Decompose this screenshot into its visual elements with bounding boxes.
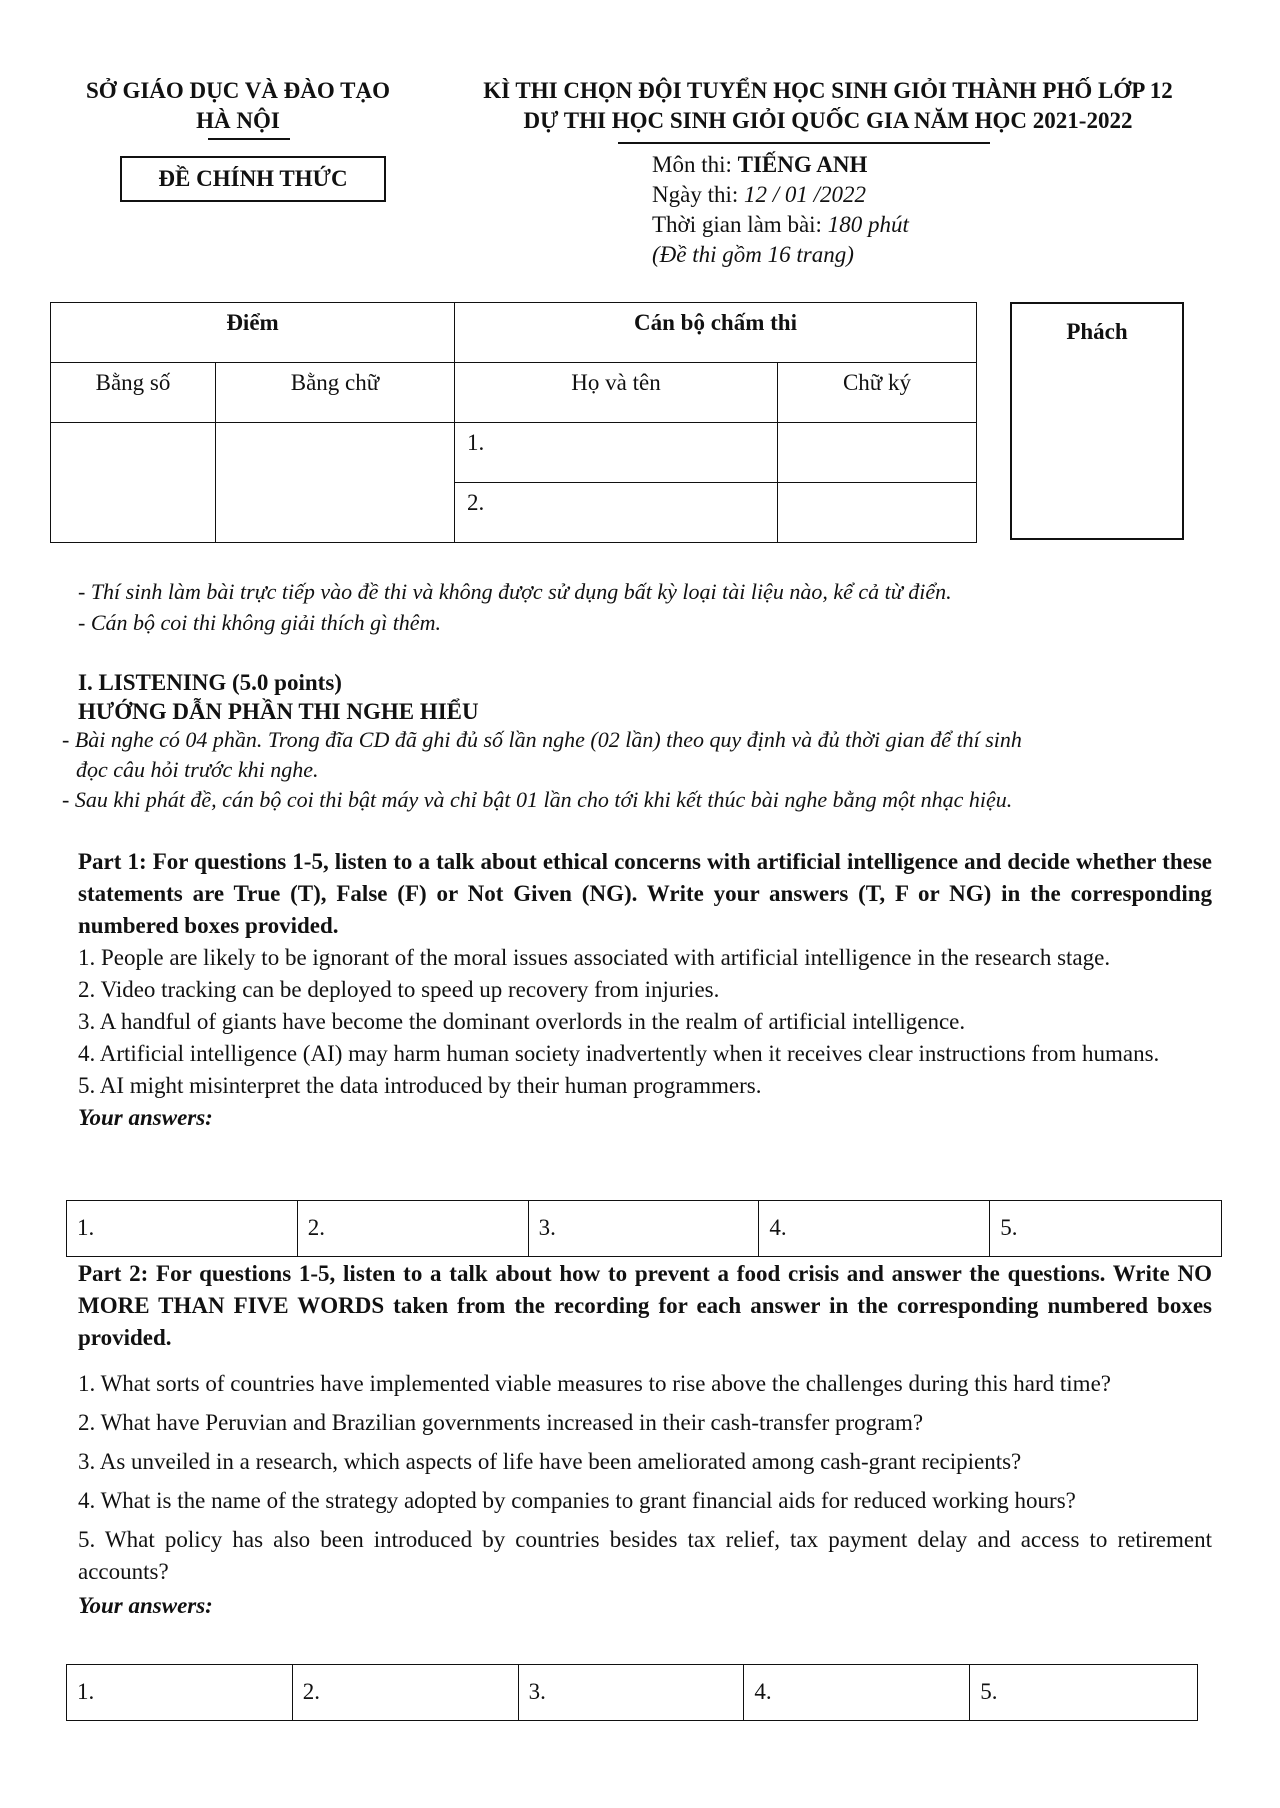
- part1-answer-table: [66, 1200, 1222, 1257]
- date-label: Ngày thi:: [652, 182, 744, 207]
- exam-header: [428, 76, 1228, 136]
- department-underline: [208, 138, 290, 140]
- score-number-header: Bằng số: [51, 363, 216, 423]
- department-line-1: SỞ GIÁO DỤC VÀ ĐÀO TẠO: [86, 78, 390, 103]
- score-header: Điểm: [51, 303, 455, 363]
- part1-question: 1. People are likely to be ignorant of the moral issues associated with artificial intelligence in the research stage.: [78, 945, 1111, 970]
- exam-title-line-1: KÌ THI CHỌN ĐỘI TUYỂN HỌC SINH GIỎI THÀNH PHỐ LỚP 12: [483, 78, 1173, 103]
- part2-answer-table: [66, 1664, 1198, 1721]
- exam-title-line-2: DỰ THI HỌC SINH GIỎI QUỐC GIA NĂM HỌC 2021-2022: [523, 108, 1133, 133]
- phach-box: Phách: [1010, 302, 1184, 540]
- score-words-header: Bằng chữ: [216, 363, 455, 423]
- part2-answer-box[interactable]: 5.: [970, 1665, 1198, 1721]
- instruction-line: - Sau khi phát đề, cán bộ coi thi bật máy và chỉ bật 01 lần cho tới khi kết thúc bài nghe bằng một nhạc hiệu.: [62, 787, 1013, 812]
- part2: [78, 1258, 1212, 1622]
- date-value: 12 / 01 /2022: [744, 182, 867, 207]
- part1-answer-box[interactable]: 4.: [759, 1201, 990, 1257]
- grader-header: Cán bộ chấm thi: [455, 303, 977, 363]
- exam-underline: [618, 142, 990, 144]
- part2-answer-box[interactable]: 4.: [744, 1665, 970, 1721]
- listening-subtitle: HƯỚNG DẪN PHẦN THI NGHE HIỂU: [78, 699, 479, 724]
- part2-question: 2. What have Peruvian and Brazilian governments increased in their cash-transfer program?: [78, 1410, 924, 1435]
- exam-info: [652, 150, 909, 270]
- grader-signature-header: Chữ ký: [778, 363, 977, 423]
- grader-2-name-cell[interactable]: 2.: [455, 483, 778, 543]
- part2-answer-box[interactable]: 3.: [518, 1665, 744, 1721]
- part1-answer-box[interactable]: 1.: [67, 1201, 298, 1257]
- instruction-line: đọc câu hỏi trước khi nghe.: [76, 757, 319, 782]
- listening-section-title: [78, 668, 479, 726]
- score-table: [50, 302, 977, 543]
- part1-question: 3. A handful of giants have become the dominant overlords in the realm of artificial intelligence.: [78, 1009, 966, 1034]
- part2-question: 5. What policy has also been introduced by countries besides tax relief, tax payment delay and access to retirement accounts?: [78, 1527, 1212, 1584]
- subject-label: Môn thi:: [652, 152, 738, 177]
- subject-value: TIẾNG ANH: [737, 152, 868, 177]
- part1-heading: Part 1: For questions 1-5, listen to a talk about ethical concerns with artificial intelligence and decide whether these statements are True (T), False (F) or Not Given (NG). Write your answers (T, F or NG) in the corresponding numbered boxes provided.: [78, 849, 1212, 938]
- part1-answer-box[interactable]: 2.: [297, 1201, 528, 1257]
- time-label: Thời gian làm bài:: [652, 212, 828, 237]
- part1-your-answers: Your answers:: [78, 1105, 213, 1130]
- department-line-2: HÀ NỘI: [196, 108, 280, 133]
- grader-2-signature-cell[interactable]: [778, 483, 977, 543]
- part1-question: 5. AI might misinterpret the data introduced by their human programmers.: [78, 1073, 762, 1098]
- score-words-cell[interactable]: [216, 423, 455, 543]
- grader-name-header: Họ và tên: [455, 363, 778, 423]
- part2-question: 1. What sorts of countries have implemented viable measures to rise above the challenges during this hard time?: [78, 1371, 1111, 1396]
- part2-heading: Part 2: For questions 1-5, listen to a talk about how to prevent a food crisis and answer the questions. Write NO MORE THAN FIVE WORDS taken from the recording for each answer in the corresponding numbered boxes provided.: [78, 1261, 1212, 1350]
- part2-answer-box[interactable]: 2.: [292, 1665, 518, 1721]
- part1: [78, 846, 1212, 1134]
- listening-instructions: [62, 725, 1222, 815]
- note-line: - Cán bộ coi thi không giải thích gì thêm.: [78, 610, 441, 635]
- part2-answer-box[interactable]: 1.: [67, 1665, 293, 1721]
- part2-question: 3. As unveiled in a research, which aspects of life have been ameliorated among cash-grant recipients?: [78, 1449, 1022, 1474]
- part2-your-answers: Your answers:: [78, 1593, 213, 1618]
- part1-answer-box[interactable]: 3.: [528, 1201, 759, 1257]
- instruction-line: - Bài nghe có 04 phần. Trong đĩa CD đã ghi đủ số lần nghe (02 lần) theo quy định và đủ thời gian để thí sinh: [62, 727, 1022, 752]
- department-header: [58, 76, 418, 136]
- part2-question: 4. What is the name of the strategy adopted by companies to grant financial aids for reduced working hours?: [78, 1488, 1076, 1513]
- part1-question: 2. Video tracking can be deployed to speed up recovery from injuries.: [78, 977, 720, 1002]
- part1-answer-box[interactable]: 5.: [990, 1201, 1222, 1257]
- part1-question: 4. Artificial intelligence (AI) may harm human society inadvertently when it receives clear instructions from humans.: [78, 1041, 1160, 1066]
- grader-1-signature-cell[interactable]: [778, 423, 977, 483]
- pages-note: (Đề thi gồm 16 trang): [652, 242, 854, 267]
- time-value: 180 phút: [827, 212, 909, 237]
- candidate-notes: [78, 576, 952, 638]
- score-number-cell[interactable]: [51, 423, 216, 543]
- listening-title: I. LISTENING (5.0 points): [78, 670, 342, 695]
- grader-1-name-cell[interactable]: 1.: [455, 423, 778, 483]
- note-line: - Thí sinh làm bài trực tiếp vào đề thi và không được sử dụng bất kỳ loại tài liệu nào, kể cả từ điển.: [78, 579, 952, 604]
- official-exam-box: ĐỀ CHÍNH THỨC: [120, 156, 386, 202]
